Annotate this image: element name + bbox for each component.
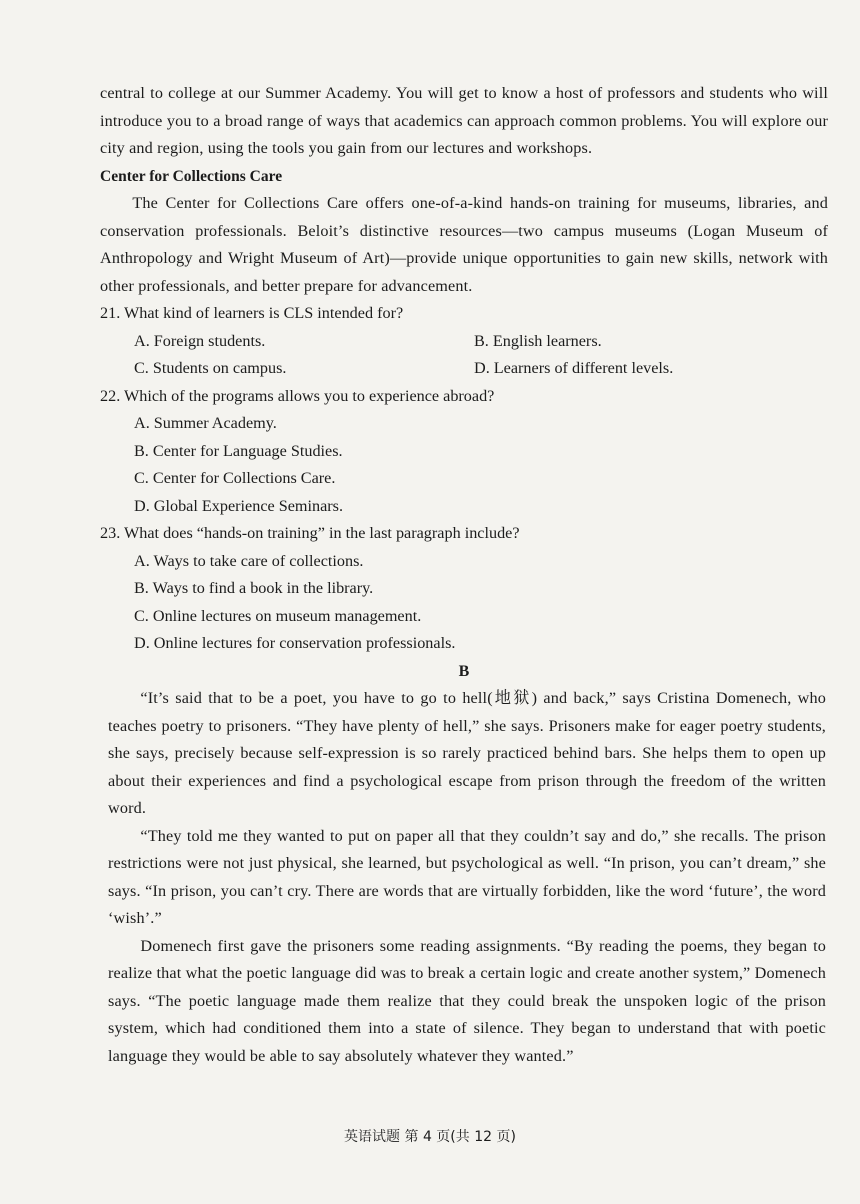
question-stem: 21. What kind of learners is CLS intended for? xyxy=(100,304,404,322)
passage-b-paragraph-2: “They told me they wanted to put on paper all that they couldn’t say and do,” she recalls. The prison restrictions were not just physical, she learned, but psychological as well. “In prison, you can’t dream,” she says. “In prison, you can’t cry. There are words that are virtually forbidden, like the word ‘future’, the word ‘wish’.” xyxy=(108,826,826,927)
option-d: D. Learners of different levels. xyxy=(474,359,674,377)
option-c: C. Online lectures on museum management. xyxy=(134,606,422,625)
options-row xyxy=(100,355,828,383)
question-stem: 23. What does “hands-on training” in the last paragraph include? xyxy=(100,524,520,542)
option-c: C. Center for Collections Care. xyxy=(134,469,336,487)
option-a: A. Summer Academy. xyxy=(134,414,277,432)
passage-b-paragraph-1: “It’s said that to be a poet, you have to go to hell(地狱) and back,” says Cristina Domenech, who teaches poetry to prisoners. “They have plenty of hell,” she says. Prisoners make for eager poetry students, she says, precisely because self-expression is so rarely practiced behind bars. She helps them to open up about their experiences and find a psychological escape from prison through the freedom of the written word. xyxy=(108,689,826,817)
question-23 xyxy=(100,520,828,658)
question-22 xyxy=(100,383,828,521)
option-b: B. Ways to find a book in the library. xyxy=(134,579,374,597)
option-b: B. English learners. xyxy=(474,331,602,350)
passage-b xyxy=(108,685,826,1070)
option-d: D. Global Experience Seminars. xyxy=(134,496,344,515)
passage-b-paragraph-3: Domenech first gave the prisoners some reading assignments. “By reading the poems, they began to realize that what the poetic language did was to break a certain logic and create another system,” Domenech says. “The poetic language made them realize that they could break the unspoken logic of the prison system, which had conditioned them into a state of silence. They began to understand that with poetic language they would be able to say absolutely whatever they wanted.” xyxy=(108,936,826,1065)
option-c: C. Students on campus. xyxy=(134,359,287,377)
option-b: B. Center for Language Studies. xyxy=(134,441,343,460)
ccc-paragraph: The Center for Collections Care offers one-of-a-kind hands-on training for museums, libraries, and conservation professionals. Beloit’s distinctive resources—two campus museums (Logan Museum of Anthropology and Wright Museum of Art)—provide unique opportunities to gain new skills, network with other professionals, and better prepare for advancement. xyxy=(100,194,828,295)
ccc-heading: Center for Collections Care xyxy=(100,167,283,185)
options-row xyxy=(100,328,828,356)
section-b-label: B xyxy=(458,662,470,680)
page-content xyxy=(100,80,828,1070)
option-a: A. Foreign students. xyxy=(134,331,266,350)
question-21 xyxy=(100,300,828,383)
summer-academy-paragraph: central to college at our Summer Academy. You will get to know a host of professors and students who will introduce you to a broad range of ways that academics can approach common problems. You will explore our city and region, using the tools you gain from our lectures and workshops. xyxy=(100,84,828,157)
page-footer: 英语试题 第 4 页(共 12 页) xyxy=(344,1129,516,1145)
option-a: A. Ways to take care of collections. xyxy=(134,551,364,570)
question-stem: 22. Which of the programs allows you to experience abroad? xyxy=(100,386,495,405)
option-d: D. Online lectures for conservation professionals. xyxy=(134,634,456,652)
